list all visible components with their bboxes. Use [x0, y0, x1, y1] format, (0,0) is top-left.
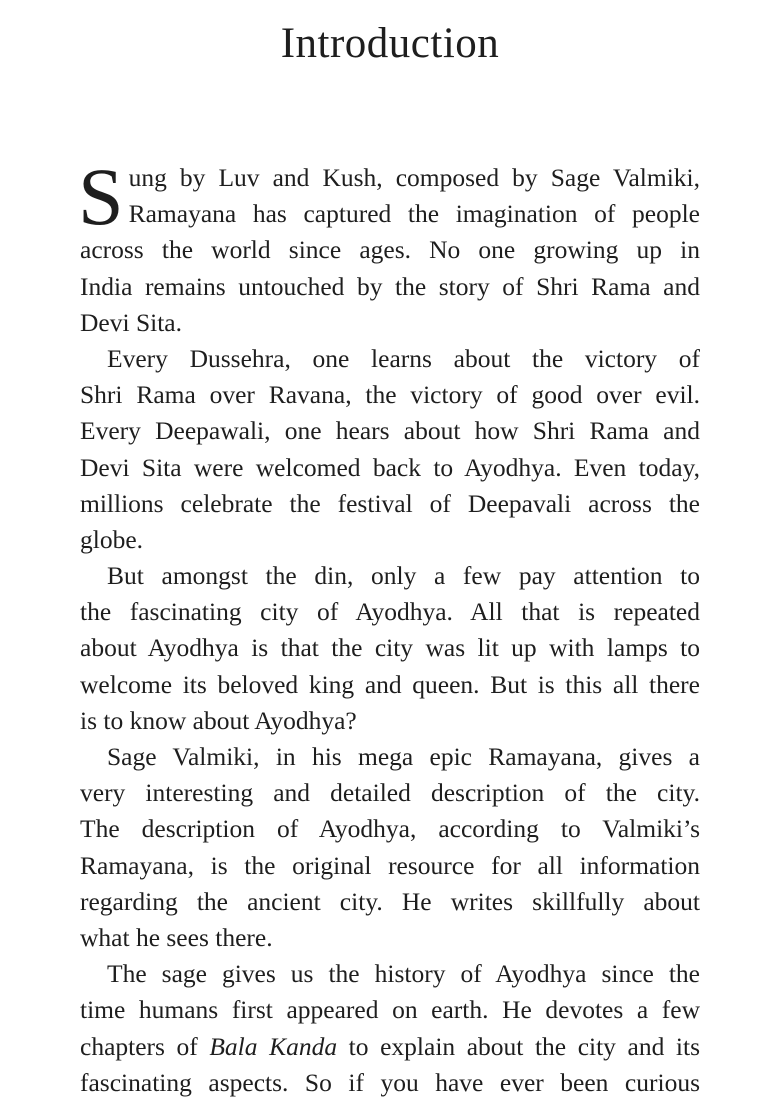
- paragraph-2: [80, 341, 700, 558]
- paragraph-3: [80, 558, 700, 739]
- text-line: welcome its beloved king and queen. But is this all there: [80, 669, 700, 699]
- text-line: regarding the ancient city. He writes skillfully about: [80, 886, 700, 916]
- text-segment: to explain about the city and its: [337, 1031, 700, 1061]
- text-line: Ramayana has captured the imagination of people: [128, 199, 700, 229]
- text-line: Every Deepawali, one hears about how Shri Rama and: [80, 416, 700, 446]
- paragraph-4: [80, 739, 700, 956]
- text-line: the fascinating city of Ayodhya. All that is repeated: [80, 597, 700, 627]
- text-line: across the world since ages. No one growing up in: [80, 235, 700, 265]
- text-line: very interesting and detailed description of the city.: [80, 778, 700, 808]
- page-title: Introduction: [280, 20, 500, 67]
- text-line: millions celebrate the festival of Deepavali across the: [80, 488, 700, 518]
- body-text: [78, 151, 700, 1101]
- text-line: The sage gives us the history of Ayodhya since the: [107, 959, 700, 989]
- text-line: The description of Ayodhya, according to Valmiki’s: [80, 814, 700, 844]
- text-line: Ramayana, is the original resource for all information: [80, 850, 700, 880]
- text-line: [80, 1029, 700, 1065]
- text-line: India remains untouched by the story of Shri Rama and: [80, 271, 700, 301]
- text-line: time humans first appeared on earth. He devotes a few: [80, 995, 700, 1025]
- text-line: But amongst the din, only a few pay attention to: [107, 561, 700, 591]
- text-line: ung by Luv and Kush, composed by Sage Valmiki,: [128, 163, 700, 192]
- text-line: about Ayodhya is that the city was lit up with lamps to: [80, 633, 700, 663]
- paragraph-5: [80, 956, 700, 1101]
- text-line: is to know about Ayodhya?: [80, 705, 357, 735]
- text-line: Every Dussehra, one learns about the victory of: [107, 343, 700, 373]
- text-line: globe.: [80, 524, 144, 554]
- text-segment: chapters of: [80, 1031, 210, 1061]
- text-line: Devi Sita.: [80, 307, 182, 337]
- text-line: what he sees there.: [80, 922, 273, 952]
- text-line: fascinating aspects. So if you have ever been curious: [80, 1067, 700, 1097]
- text-line: Devi Sita were welcomed back to Ayodhya. Even today,: [80, 452, 700, 482]
- text-line: Sage Valmiki, in his mega epic Ramayana, gives a: [107, 742, 700, 771]
- paragraph-1: [78, 151, 700, 341]
- drop-cap: S: [78, 151, 124, 242]
- book-title-italic: Bala Kanda: [209, 1031, 338, 1061]
- text-line: Shri Rama over Ravana, the victory of good over evil.: [80, 380, 700, 410]
